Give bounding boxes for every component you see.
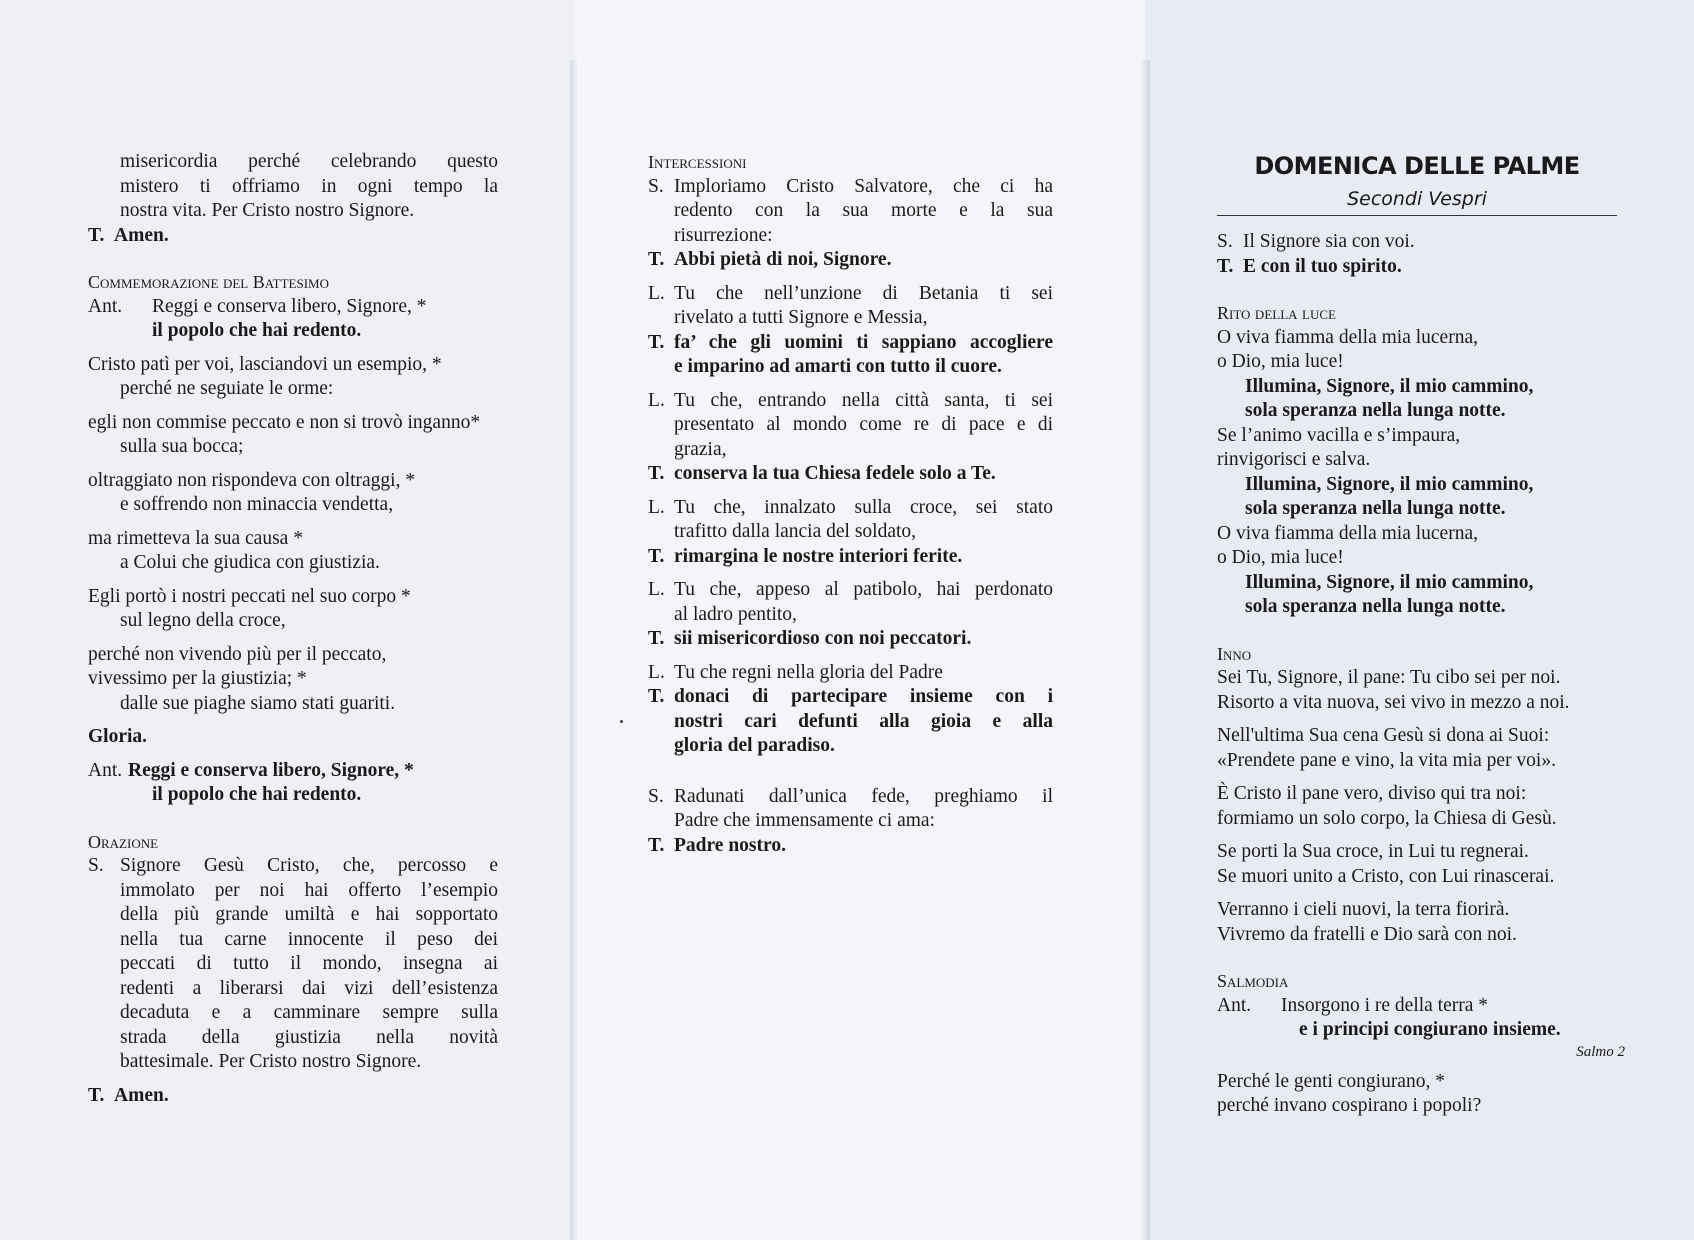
refrain-line: sola speranza nella lunga notte. <box>1245 596 1506 617</box>
section-heading: Orazione <box>88 831 159 852</box>
hymn-line: Verranno i cieli nuovi, la terra fiorirà. <box>1217 899 1510 920</box>
text-line: misericordia perché celebrando questo <box>120 151 498 172</box>
verse-line: Se l’animo vacilla e s’impaura, <box>1217 424 1461 446</box>
hymn-line: Risorto a vita nuova, sei vivo in mezzo a noi. <box>1217 691 1570 713</box>
hymn-line: Se muori unito a Cristo, con Lui rinascerai. <box>1217 865 1555 887</box>
refrain-line: sola speranza nella lunga notte. <box>1245 400 1506 421</box>
text-line: Tu che, innalzato sulla croce, sei stato <box>674 496 1053 518</box>
hymn-stanza <box>1217 840 1617 889</box>
text-line: Abbi pietà di noi, Signore. <box>674 249 892 270</box>
intercession-item: L. Tu che, appeso al patibolo, hai perdonato al ladro pentito, <box>648 578 1053 627</box>
title-rule <box>1217 215 1617 216</box>
text-line: Padre nostro. <box>674 834 786 856</box>
intro-prayer <box>88 150 498 224</box>
text-line: Tu che, appeso al patibolo, hai perdonato <box>674 579 1053 600</box>
intercessions-list <box>648 175 1053 859</box>
refrain-line: sola speranza nella lunga notte. <box>1245 498 1506 519</box>
verse-line: O viva fiamma della mia lucerna, <box>1217 326 1478 348</box>
hymn-line: formiamo un solo corpo, la Chiesa di Gesù. <box>1217 807 1557 829</box>
intercession-item: L. Tu che, innalzato sulla croce, sei stato trafitto dalla lancia del soldato, <box>648 496 1053 545</box>
hymn-line: Nell'ultima Sua cena Gesù si dona ai Suoi: <box>1217 725 1550 746</box>
hymn-stanza <box>1217 898 1617 947</box>
verse-line: o Dio, mia luce! <box>1217 351 1344 372</box>
hymn-line: È Cristo il pane vero, diviso qui tra noi: <box>1217 783 1527 804</box>
amen-response: T. Amen. <box>88 224 169 246</box>
intercession-item: L. Tu che nell’unzione di Betania ti sei rivelato a tutti Signore e Messia, <box>648 282 1053 331</box>
rito-della-luce <box>1217 326 1617 620</box>
section-heading: Intercessioni <box>648 152 747 172</box>
refrain-line: Illumina, Signore, il mio cammino, <box>1245 571 1534 593</box>
section-heading: Commemorazione del Battesimo <box>88 272 329 292</box>
text-line: presentato al mondo come re di pace e di <box>674 414 1053 435</box>
text-line: e imparino ad amarti con tutto il cuore. <box>674 356 1002 377</box>
psalm-antiphon: Ant. Insorgono i re della terra * e i principi congiurano insieme. <box>1217 994 1561 1040</box>
hymn-stanza <box>1217 666 1617 715</box>
text-line: Radunati dall’unica fede, preghiamo il <box>674 785 1053 807</box>
hymn-line: Vivremo da fratelli e Dio sarà con noi. <box>1217 923 1517 945</box>
intercession-item: S. Radunati dall’unica fede, preghiamo il Padre che immensamente ci ama: <box>648 785 1053 834</box>
text-line: fa’ che gli uomini ti sappiano accogliere <box>674 331 1053 353</box>
section-heading: Inno <box>1217 643 1252 664</box>
hymn-line: Se porti la Sua croce, in Lui tu regnerai. <box>1217 841 1529 862</box>
hymn <box>1217 666 1617 947</box>
text-line: al ladro pentito, <box>674 603 797 625</box>
greeting: S. Il Signore sia con voi. <box>1217 231 1415 252</box>
hymn-stanza <box>1217 724 1617 773</box>
response-item: T. Padre nostro. <box>648 834 1053 859</box>
refrain-line: Illumina, Signore, il mio cammino, <box>1245 375 1534 397</box>
text-line: risurrezione: <box>674 224 773 246</box>
hymn-stanza <box>1217 782 1617 831</box>
left-column <box>88 150 498 1108</box>
text-line: trafitto dalla lancia del soldato, <box>674 521 917 542</box>
text-line: donaci di partecipare insieme con i <box>674 686 1053 707</box>
text-line: nostra vita. Per Cristo nostro Signore. <box>120 200 415 221</box>
orazione: S. Signore Gesù Cristo, che, percosso e immolato per noi hai offerto l’esempio della più grande umiltà e hai sopportato nella tua carne innocente il peso dei peccati di tutto il mondo, insegna ai redenti a liberarsi dai vizi dell’esistenza decaduta e a camminare sempre sulla strada della giustizia nella novità battesimale. Per Cristo nostro Signore. <box>88 855 498 1072</box>
text-line: nostri cari defunti alla gioia e alla <box>674 710 1053 732</box>
response-item: T. rimargina le nostre interiori ferite. <box>648 545 1053 570</box>
text-line: rivelato a tutti Signore e Messia, <box>674 307 928 328</box>
hymn-line: «Prendete pane e vino, la vita mia per voi». <box>1217 749 1556 771</box>
text-line: sii misericordioso con noi peccatori. <box>674 628 972 649</box>
text-line: Tu che regni nella gloria del Padre <box>674 661 943 683</box>
canticle-stanza: ma rimetteva la sua causa * a Colui che giudica con giustizia. <box>88 527 380 573</box>
antiphon-repeat: Ant. Reggi e conserva libero, Signore, * il popolo che hai redento. <box>88 759 414 805</box>
page-fold-right <box>1140 60 1150 1240</box>
canticle-stanza: perché non vivendo più per il peccato, vivessimo per la giustizia; * dalle sue piaghe siamo stati guariti. <box>88 643 396 714</box>
text-line: redento con la sua morte e la sua <box>674 200 1053 221</box>
right-column <box>1217 150 1625 1119</box>
canticle-stanza: oltraggiato non rispondeva con oltraggi, * e soffrendo non minaccia vendetta, <box>88 469 416 515</box>
verse-line: rinvigorisci e salva. <box>1217 449 1371 470</box>
response-item: T. sii misericordioso con noi peccatori. <box>648 627 1053 652</box>
gloria: Gloria. <box>88 726 148 747</box>
response-item: T. donaci di partecipare insieme con i nostri cari defunti alla gioia e alla gloria del paradiso. <box>648 685 1053 759</box>
text-line: mistero ti offriamo in ogni tempo la <box>120 175 498 197</box>
intercession-item: S. Imploriamo Cristo Salvatore, che ci ha redento con la sua morte e la sua risurrezione: <box>648 175 1053 249</box>
section-heading: Rito della luce <box>1217 303 1336 323</box>
canticle-stanza: egli non commise peccato e non si trovò inganno* sulla sua bocca; <box>88 411 481 457</box>
antiphon: Ant. Reggi e conserva libero, Signore, * il popolo che hai redento. <box>88 295 427 341</box>
text-line: grazia, <box>674 438 727 460</box>
intercession-item: L. Tu che, entrando nella città santa, ti sei presentato al mondo come re di pace e di grazia, <box>648 389 1053 463</box>
page-title: DOMENICA DELLE PALME <box>1254 152 1580 180</box>
psalm-verse: Perché le genti congiurano, * <box>1217 1070 1445 1092</box>
page-fold-left <box>570 60 580 1240</box>
text-line: gloria del paradiso. <box>674 735 835 756</box>
psalm-reference: Salmo 2 <box>1576 1043 1625 1060</box>
text-line: Imploriamo Cristo Salvatore, che ci ha <box>674 175 1053 197</box>
intercession-item: L. Tu che regni nella gloria del Padre <box>648 661 1053 686</box>
psalm-verse: perché invano cospirano i popoli? <box>1217 1095 1482 1116</box>
text-line: rimargina le nostre interiori ferite. <box>674 545 963 567</box>
text-line: Tu che nell’unzione di Betania ti sei <box>674 282 1053 304</box>
section-heading: Salmodia <box>1217 971 1289 991</box>
verse-line: O viva fiamma della mia lucerna, <box>1217 522 1478 544</box>
refrain-line: Illumina, Signore, il mio cammino, <box>1245 473 1534 495</box>
response-item: T. Abbi pietà di noi, Signore. <box>648 248 1053 273</box>
text-line: conserva la tua Chiesa fedele solo a Te. <box>674 463 996 484</box>
greeting-response: T. E con il tuo spirito. <box>1217 255 1402 277</box>
text-line: Padre che immensamente ci ama: <box>674 810 935 831</box>
response-item: T. fa’ che gli uomini ti sappiano accogliere e imparino ad amarti con tutto il cuore. <box>648 331 1053 380</box>
canticle-stanza: Cristo patì per voi, lasciandovi un esempio, * perché ne seguiate le orme: <box>88 353 442 399</box>
response-item: T. conserva la tua Chiesa fedele solo a Te. <box>648 462 1053 487</box>
amen-response: T. Amen. <box>88 1084 169 1106</box>
ink-dot <box>620 720 623 723</box>
text-line: Tu che, entrando nella città santa, ti sei <box>674 389 1053 411</box>
hymn-line: Sei Tu, Signore, il pane: Tu cibo sei per noi. <box>1217 667 1561 688</box>
canticle-stanza: Egli portò i nostri peccati nel suo corpo * sul legno della croce, <box>88 585 411 631</box>
verse-line: o Dio, mia luce! <box>1217 547 1344 568</box>
page-subtitle: Secondi Vespri <box>1347 187 1487 210</box>
middle-column <box>648 150 1053 858</box>
